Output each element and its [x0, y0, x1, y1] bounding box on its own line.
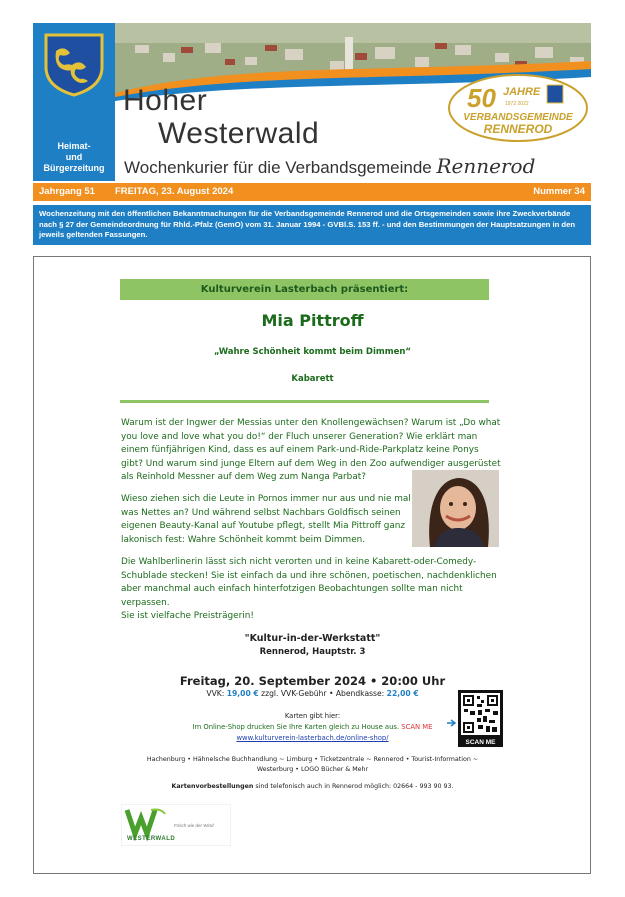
coat-of-arms-icon [42, 31, 106, 97]
logo-wordmark: WESTERWALD [127, 836, 176, 842]
anniversary-badge [447, 73, 590, 143]
badge-line2: RENNEROD [483, 122, 553, 136]
issue-info-bar [33, 183, 591, 201]
masthead-subtitle: Wochenkurier für die Verbandsgemeinde Rennerod [124, 154, 536, 178]
ticket-outlets-line2: Westerburg • LOGO Bücher & Mehr [256, 766, 369, 773]
online-shop-note: Im Online-Shop drucken Sie Ihre Karten gleich zu House aus. SCAN ME [192, 723, 433, 731]
presale-price: 19,00 € [226, 689, 259, 698]
description-paragraph-2: Wieso ziehen sich die Leute in Pornos immer nur aus und nie mal was Nettes an? Und während selbst Nachbars Goldfisch seinen eigenen Beauty-Kanal auf Youtube pflegt, stellt Mia Pittroff ganz lakonisch fest: Wahre Schönheit kommt beim Dimmen. [121, 494, 411, 545]
box-office-price: 22,00 € [386, 689, 419, 698]
tickets-heading: Karten gibt hier: [284, 712, 341, 720]
event-date: Freitag, 20. September 2024 • 20:00 Uhr [179, 674, 446, 688]
legal-notice: Wochenzeitung mit den öffentlichen Bekanntmachungen für die Verbandsgemeinde Rennerod und die Ortsgemeinden sowie ihre Zweckverbände nach § 27 der Gemeindeordnung für Rhld.-Pfalz (GemO) vom 31. Januar 1994 - GVBl.S. 153 ff. - und den Bestimmungen der Hauptsatzungen in den jeweils geltenden Fassungen. [33, 205, 591, 245]
show-title: „Wahre Schönheit kommt beim Dimmen“ [214, 347, 411, 357]
description-paragraph-1: Warum ist der Ingwer der Messias unter den Knollengewächsen? Warum ist „Do what you love and love what you do!“ der Fluch unserer Generation? Wie erklärt man einem fünfjährigen Kind, dass es auf einem Park-und-Ride-Parkplatz keine Ponys gibt? Und warum sind junge Eltern auf dem Weg in den Zoo aufwendiger ausgerüstet als Reinhold Messner auf dem Weg zum Nanga Parbat? [121, 418, 501, 483]
description-paragraph-3: Die Wahlberlinerin lässt sich nicht verorten und in keine Kabarett-oder-Comedy-Schublade stecken! Sie ist einfach da und ihre schönen, poetischen, nachdenklichen aber manchmal auch einfach hinterfotzigen Beobachtungen sollte man nicht verpassen. Sie ist vielfache Preisträgerin! [121, 557, 497, 622]
badge-years: 1972 2022 [505, 101, 529, 107]
publication-tagline: Heimat- und Bürgerzeitung [43, 141, 105, 173]
qr-code[interactable] [458, 690, 503, 738]
masthead-title-line1: Hoher [123, 84, 208, 117]
ticket-outlets-line1: Hachenburg • Hähnelsche Buchhandlung ~ Limburg • Ticketzentrale ~ Rennerod • Tourist-Information ~ [146, 756, 479, 763]
issue-date: FREITAG, 23. August 2024 [115, 186, 234, 197]
artist-name: Mia Pittroff [261, 311, 364, 330]
arrow-right-icon [447, 719, 457, 727]
artist-portrait [412, 470, 499, 547]
divider-line [120, 400, 489, 403]
genre-label: Kabarett [291, 374, 334, 384]
phone-orders: Kartenvorbestellungen sind telefonisch auch in Rennerod möglich: 02664 - 993 90 93. [171, 783, 454, 790]
venue-address: Rennerod, Hauptstr. 3 [259, 647, 366, 657]
volume-label: Jahrgang 51 [39, 186, 95, 197]
badge-number: 50 [467, 83, 496, 113]
online-shop-link[interactable]: www.kulturverein-lasterbach.de/online-shop/ [236, 734, 389, 742]
badge-word: JAHRE [503, 86, 541, 98]
qr-scan-label: SCAN ME [458, 738, 503, 747]
presenter-banner: Kulturverein Lasterbach präsentiert: [120, 279, 489, 300]
badge-line1: VERBANDSGEMEINDE [463, 112, 573, 123]
venue-name: "Kultur-in-der-Werkstatt" [244, 633, 381, 644]
ticket-prices: VVK: 19,00 € zzgl. VVK-Gebühr • Abendkasse: 22,00 € [206, 689, 419, 698]
issue-number: Nummer 34 [533, 186, 585, 197]
masthead-side-panel [33, 23, 115, 181]
logo-slogan: Frisch wie der Wind [174, 823, 214, 828]
subtitle-script-word: Rennerod [436, 154, 536, 178]
masthead-title-line2: Westerwald [158, 117, 320, 150]
